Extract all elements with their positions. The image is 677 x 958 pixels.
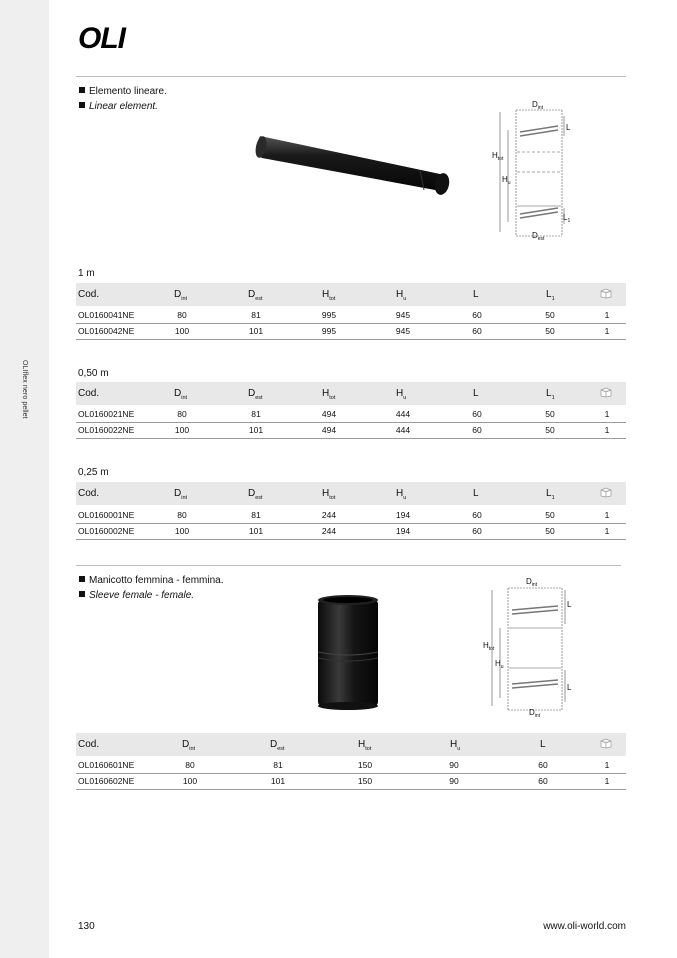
diagram-label-dest: D xyxy=(532,231,538,240)
header-dint: $D_{int}$ xyxy=(182,739,196,752)
table-row xyxy=(76,523,626,540)
cell-dest: 101 xyxy=(248,326,264,336)
header-htot: $H_{tot}$ xyxy=(322,388,336,401)
package-icon xyxy=(600,738,612,749)
product1-name-en xyxy=(79,100,158,113)
table-row xyxy=(76,507,626,524)
header-htot: $H_{tot}$ xyxy=(322,488,336,501)
cell-htot: 995 xyxy=(321,310,337,320)
header-htot: $H_{tot}$ xyxy=(322,289,336,302)
svg-text:Dest xyxy=(532,231,545,242)
cell-l1: 50 xyxy=(545,425,555,435)
sleeve-diagram xyxy=(478,572,578,722)
cell-l1: 50 xyxy=(545,510,555,520)
cell-l: 60 xyxy=(472,510,482,520)
cell-dest: 81 xyxy=(273,760,283,770)
diagram-label-hu: H xyxy=(502,175,508,184)
header-l: L xyxy=(540,739,546,750)
cell-htot: 494 xyxy=(321,409,337,419)
diagram-label-hu-sub: u xyxy=(507,180,511,186)
diagram-label-l1-sub: 1 xyxy=(567,218,571,224)
cell-htot: 244 xyxy=(321,510,337,520)
sleeve-diagram-label-dint-sub: int xyxy=(531,582,538,588)
header-dest: $D_{est}$ xyxy=(248,388,263,401)
cell-dint: 80 xyxy=(185,760,195,770)
svg-text:Htot xyxy=(483,641,495,652)
cell-cod: OL0160002NE xyxy=(78,526,135,536)
cell-qty: 1 xyxy=(604,510,610,520)
cell-dest: 101 xyxy=(270,776,286,786)
cell-hu: 945 xyxy=(395,310,411,320)
sleeve-diagram-label-htot-sub: tot xyxy=(488,646,495,652)
cell-dest: 81 xyxy=(251,310,261,320)
sleeve-diagram-label-l-bottom: L xyxy=(567,683,572,692)
cell-qty: 1 xyxy=(604,425,610,435)
diagram-label-l: L xyxy=(566,123,571,132)
cell-dint: 80 xyxy=(177,310,187,320)
cell-l: 60 xyxy=(538,760,548,770)
cell-dest: 81 xyxy=(251,409,261,419)
cell-htot: 150 xyxy=(357,760,373,770)
cell-l: 60 xyxy=(472,326,482,336)
cell-dint: 100 xyxy=(174,326,190,336)
sleeve-diagram-label-hu: H xyxy=(495,659,501,668)
cell-dint: 80 xyxy=(177,510,187,520)
website-link[interactable]: www.oli-world.com xyxy=(543,921,626,932)
header-htot: $H_{tot}$ xyxy=(358,739,372,752)
header-hu: $H_u$ xyxy=(396,289,407,302)
package-icon xyxy=(600,487,612,498)
svg-text:Hu xyxy=(502,175,511,186)
cell-qty: 1 xyxy=(604,776,610,786)
cell-l: 60 xyxy=(472,409,482,419)
cell-cod: OL0160001NE xyxy=(78,510,135,520)
header-cod: Cod. xyxy=(78,289,100,300)
cell-cod: OL0160602NE xyxy=(78,776,135,786)
table-title-025m: 0,25 m xyxy=(78,467,109,478)
cell-cod: OL0160041NE xyxy=(78,310,135,320)
header-dest: $D_{est}$ xyxy=(270,739,285,752)
diagram-label-dint-sub: int xyxy=(537,105,544,111)
cell-cod: OL0160601NE xyxy=(78,760,135,770)
sidebar xyxy=(0,0,49,958)
cell-dint: 100 xyxy=(174,526,190,536)
package-icon xyxy=(600,387,612,398)
cell-dest: 101 xyxy=(248,526,264,536)
header-hu: $H_u$ xyxy=(396,488,407,501)
cell-hu: 90 xyxy=(449,776,459,786)
cell-l1: 50 xyxy=(545,310,555,320)
sidebar-label: OLIflex nero pellet xyxy=(21,360,28,419)
table-header xyxy=(76,382,626,405)
sleeve-diagram-label-hu-sub: u xyxy=(500,664,504,670)
cell-dint: 80 xyxy=(177,409,187,419)
cell-l: 60 xyxy=(472,425,482,435)
cell-l1: 50 xyxy=(545,526,555,536)
svg-text:Dint xyxy=(526,577,538,588)
cell-cod: OL0160021NE xyxy=(78,409,135,419)
table-title-1m: 1 m xyxy=(78,268,95,279)
cell-htot: 995 xyxy=(321,326,337,336)
cell-qty: 1 xyxy=(604,760,610,770)
cell-qty: 1 xyxy=(604,310,610,320)
header-dint: $D_{int}$ xyxy=(174,488,188,501)
cell-qty: 1 xyxy=(604,409,610,419)
sleeve-diagram-label-htot: H xyxy=(483,641,489,650)
product2-name-en-text: Sleeve female - female. xyxy=(89,590,195,601)
header-l1: $L_1$ xyxy=(546,388,555,401)
package-icon xyxy=(600,288,612,299)
table-row xyxy=(76,406,626,423)
cell-dint: 100 xyxy=(182,776,198,786)
table-header xyxy=(76,733,626,756)
header-cod: Cod. xyxy=(78,488,100,499)
header-l1: $L_1$ xyxy=(546,289,555,302)
linear-element-diagram xyxy=(490,96,580,246)
product1-name-en-text: Linear element. xyxy=(89,101,158,112)
header-dint: $D_{int}$ xyxy=(174,388,188,401)
sleeve-diagram-label-dint: D xyxy=(526,577,532,586)
diagram-label-dint: D xyxy=(532,100,538,109)
page-number: 130 xyxy=(78,921,95,932)
cell-hu: 194 xyxy=(395,510,411,520)
svg-text:Dint xyxy=(532,100,544,111)
cell-hu: 90 xyxy=(449,760,459,770)
table-row xyxy=(76,422,626,439)
table-header xyxy=(76,482,626,505)
table-row xyxy=(76,757,626,774)
sleeve-diagram-label-dint-bottom-sub: int xyxy=(534,713,541,719)
header-dint: $D_{int}$ xyxy=(174,289,188,302)
cell-l1: 50 xyxy=(545,409,555,419)
product1-name-it-text: Elemento lineare. xyxy=(89,86,167,97)
divider xyxy=(76,76,626,77)
cell-hu: 444 xyxy=(395,409,411,419)
header-cod: Cod. xyxy=(78,739,100,750)
header-l1: $L_1$ xyxy=(546,488,555,501)
table-title-050m: 0,50 m xyxy=(78,368,109,379)
cell-hu: 444 xyxy=(395,425,411,435)
cell-hu: 945 xyxy=(395,326,411,336)
cell-qty: 1 xyxy=(604,326,610,336)
cell-dest: 101 xyxy=(248,425,264,435)
cell-cod: OL0160042NE xyxy=(78,326,135,336)
header-l: L xyxy=(473,289,479,300)
cell-dest: 81 xyxy=(251,510,261,520)
header-dest: $D_{est}$ xyxy=(248,488,263,501)
sleeve-photo xyxy=(312,594,384,712)
product2-name-it-text: Manicotto femmina - femmina. xyxy=(89,575,224,586)
product1-name-it xyxy=(79,85,167,98)
header-dest: $D_{est}$ xyxy=(248,289,263,302)
cell-qty: 1 xyxy=(604,526,610,536)
brand-logo: OLI xyxy=(78,22,125,55)
header-hu: $H_u$ xyxy=(450,739,461,752)
table-row xyxy=(76,307,626,324)
header-hu: $H_u$ xyxy=(396,388,407,401)
header-l: L xyxy=(473,488,479,499)
diagram-label-dest-sub: est xyxy=(537,236,545,242)
cell-htot: 494 xyxy=(321,425,337,435)
table-row xyxy=(76,773,626,790)
svg-text:Hu xyxy=(495,659,504,670)
cell-htot: 150 xyxy=(357,776,373,786)
table-row xyxy=(76,323,626,340)
svg-text:Htot xyxy=(492,151,504,162)
cell-l: 60 xyxy=(472,310,482,320)
cell-hu: 194 xyxy=(395,526,411,536)
diagram-label-htot-sub: tot xyxy=(497,156,504,162)
product2-name-it xyxy=(79,574,224,587)
sleeve-diagram-label-dint-bottom: D xyxy=(529,708,535,717)
cell-l: 60 xyxy=(538,776,548,786)
product2-name-en xyxy=(79,589,194,602)
header-l: L xyxy=(473,388,479,399)
header-cod: Cod. xyxy=(78,388,100,399)
divider xyxy=(76,565,621,566)
cell-l1: 50 xyxy=(545,326,555,336)
cell-cod: OL0160022NE xyxy=(78,425,135,435)
table-header xyxy=(76,283,626,306)
cell-htot: 244 xyxy=(321,526,337,536)
cell-dint: 100 xyxy=(174,425,190,435)
diagram-label-l1: L xyxy=(563,213,568,222)
linear-element-photo xyxy=(250,128,455,208)
cell-l: 60 xyxy=(472,526,482,536)
diagram-label-htot: H xyxy=(492,151,498,160)
sleeve-diagram-label-l-top: L xyxy=(567,600,572,609)
svg-text:Dint xyxy=(529,708,541,719)
